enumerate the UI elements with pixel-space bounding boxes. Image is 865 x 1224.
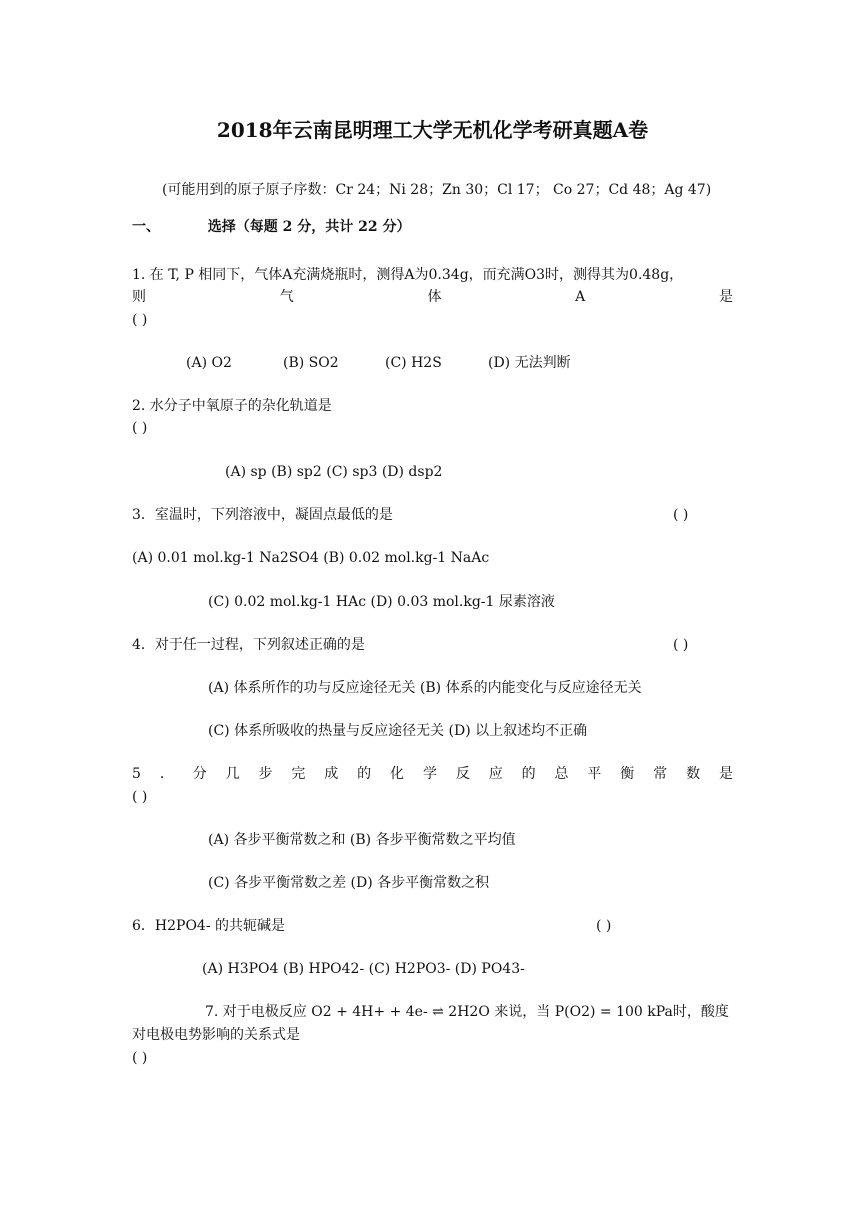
q1-word: 是 (719, 289, 733, 305)
q5-word: 完 (291, 766, 306, 782)
q5-word: 的 (521, 766, 536, 782)
q1-word: 气 (279, 289, 294, 305)
q4-options-line1: (A) 体系所作的功与反应途径无关 (B) 体系的内能变化与反应途径无关 (208, 680, 642, 696)
q5-word: 步 (258, 766, 273, 782)
q5-word: 平 (587, 766, 602, 782)
q1-option-b: (B) SO2 (283, 355, 339, 371)
q1-word: 则 (132, 289, 146, 305)
q1-word: A (575, 289, 586, 305)
q2-answer-blank: ( ) (132, 420, 148, 436)
q7-answer-blank: ( ) (132, 1050, 148, 1066)
q2-options: (A) sp (B) sp2 (C) sp3 (D) dsp2 (225, 464, 443, 480)
q1-option-a: (A) O2 (186, 355, 232, 371)
q3-answer-blank: ( ) (673, 507, 689, 523)
q1-stem-line2 (132, 288, 733, 306)
q1-answer-blank: ( ) (132, 312, 148, 328)
q5-options-line2: (C) 各步平衡常数之差 (D) 各步平衡常数之积 (208, 875, 490, 891)
q5-word: 5 (132, 766, 141, 782)
q5-word: 反 (455, 766, 470, 782)
q5-word: 几 (225, 766, 240, 782)
section-number: 一、 (132, 219, 160, 235)
q5-word: 学 (422, 766, 437, 782)
q5-word: 化 (390, 766, 405, 782)
q5-answer-blank: ( ) (132, 789, 148, 805)
q5-word: 分 (192, 766, 207, 782)
q5-word: ． (159, 766, 174, 782)
q7-stem-line1: 7. 对于电极反应 O2 + 4H+ + 4e- ⇌ 2H2O 来说，当 P(O2) = 100 kPa时，酸度 (205, 1004, 729, 1020)
q1-word: 体 (427, 289, 442, 305)
q6-answer-blank: ( ) (596, 918, 612, 934)
q4-options-line2: (C) 体系所吸收的热量与反应途径无关 (D) 以上叙述均不正确 (208, 723, 588, 739)
page-title: 2018年云南昆明理工大学无机化学考研真题A卷 (216, 118, 649, 142)
q5-stem (132, 765, 733, 783)
q5-word: 的 (357, 766, 372, 782)
q1-option-d: (D) 无法判断 (488, 355, 571, 371)
section-heading (132, 218, 410, 236)
q5-word: 数 (686, 766, 701, 782)
q5-options-line1: (A) 各步平衡常数之和 (B) 各步平衡常数之平均值 (208, 832, 516, 848)
q3-options-line1: (A) 0.01 mol.kg-1 Na2SO4 (B) 0.02 mol.kg-1 NaAc (132, 550, 490, 566)
q1-stem-line1: 1. 在 T, P 相同下，气体A充满烧瓶时，测得A为0.34g，而充满O3时，测得其为0.48g， (132, 267, 684, 283)
atomic-numbers-note: (可能用到的原子原子序数：Cr 24；Ni 28；Zn 30；Cl 17； Co 27；Cd 48；Ag 47) (162, 182, 712, 198)
q5-word: 应 (488, 766, 503, 782)
q1-option-c: (C) H2S (385, 355, 442, 371)
q5-word: 常 (653, 766, 668, 782)
q5-word: 是 (718, 766, 733, 782)
q4-stem: 4．对于任一过程，下列叙述正确的是 (132, 637, 365, 653)
q2-stem: 2. 水分子中氧原子的杂化轨道是 (132, 398, 332, 414)
q6-stem: 6．H2PO4- 的共轭碱是 (132, 918, 286, 934)
q7-stem-line2: 对电极电势影响的关系式是 (132, 1027, 300, 1043)
q5-word: 成 (324, 766, 339, 782)
q5-word: 衡 (620, 766, 635, 782)
q3-stem: 3．室温时，下列溶液中，凝固点最低的是 (132, 507, 393, 523)
q4-answer-blank: ( ) (673, 637, 689, 653)
q5-word: 总 (554, 766, 569, 782)
section-label: 选择（每题 2 分，共计 22 分） (207, 219, 411, 235)
q3-options-line2: (C) 0.02 mol.kg-1 HAc (D) 0.03 mol.kg-1 尿素溶液 (208, 594, 555, 610)
q6-options: (A) H3PO4 (B) HPO42- (C) H2PO3- (D) PO43- (202, 961, 525, 977)
